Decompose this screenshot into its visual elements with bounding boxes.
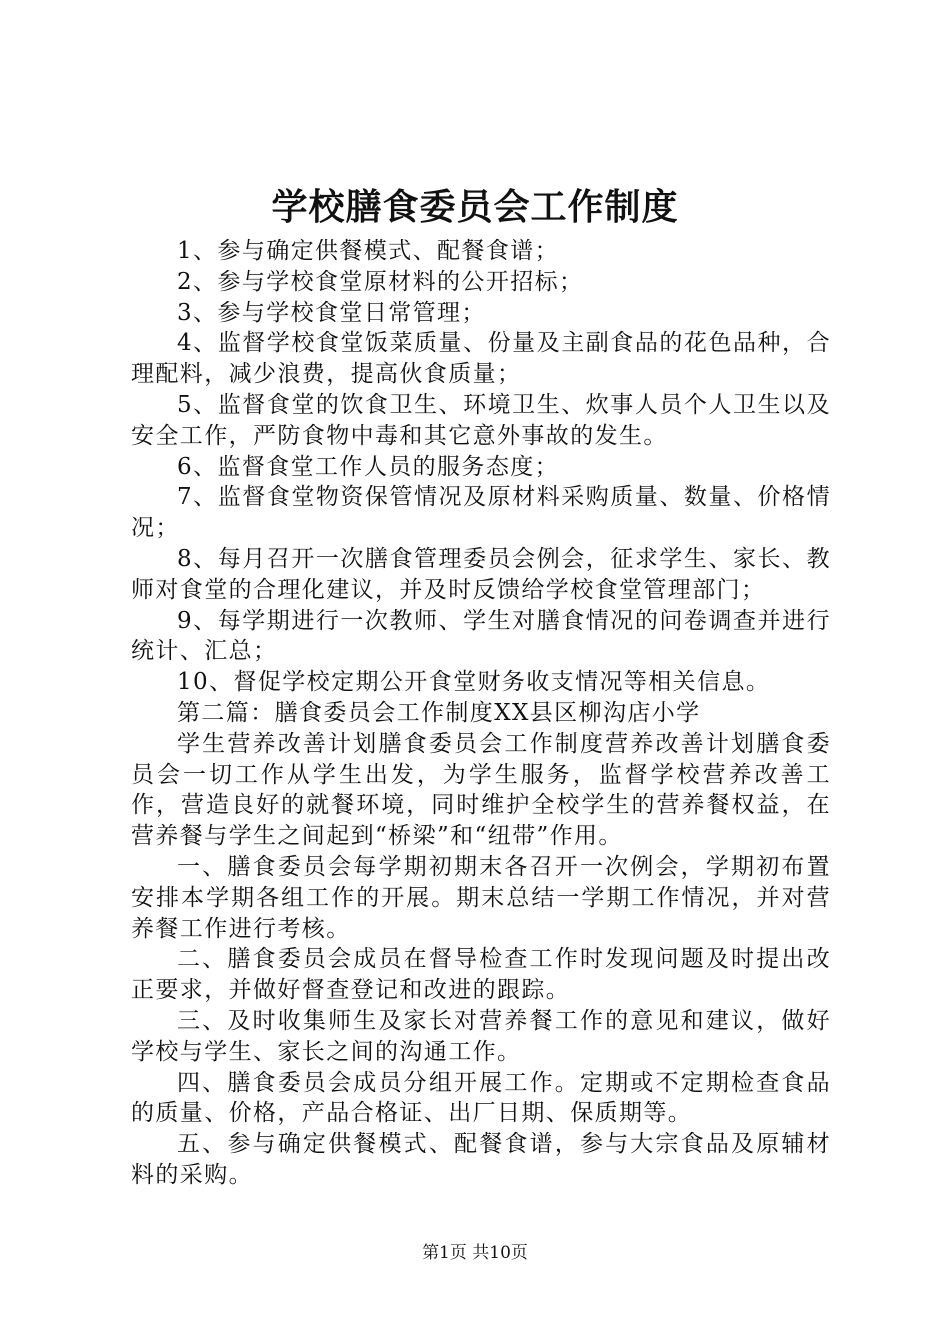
rule-paragraph-2: 二、膳食委员会成员在督导检查工作时发现问题及时提出改正要求，并做好督查登记和改进的跟踪。 (131, 946, 831, 1004)
intro-paragraph: 学生营养改善计划膳食委员会工作制度营养改善计划膳食委员会一切工作从学生出发，为学生服务，监督学校营养改善工作，营造良好的就餐环境，同时维护全校学生的营养餐权益，在营养餐与学生之间起到“桥梁”和“纽带”作用。 (131, 730, 831, 850)
page-footer: 第1页 共10页 (422, 1243, 528, 1263)
rule-paragraph-3: 三、及时收集师生及家长对营养餐工作的意见和建议，做好学校与学生、家长之间的沟通工作。 (131, 1007, 831, 1065)
document-title: 学校膳食委员会工作制度 (271, 187, 679, 228)
paragraph-item-6: 6、监督食堂工作人员的服务态度； (177, 453, 560, 480)
paragraph-item-1: 1、参与确定供餐模式、配餐食谱； (177, 238, 560, 264)
rule-paragraph-5: 五、参与确定供餐模式、配餐食谱，参与大宗食品及原辅材料的采购。 (131, 1131, 831, 1188)
rule-paragraph-4: 四、膳食委员会成员分组开展工作。定期或不定期检查食品的质量、价格，产品合格证、出厂日期、保质期等。 (131, 1069, 831, 1127)
paragraph-item-5: 5、监督食堂的饮食卫生、环境卫生、炊事人员个人卫生以及安全工作，严防食物中毒和其它意外事故的发生。 (131, 391, 831, 449)
paragraph-item-10: 10、督促学校定期公开食堂财务收支情况等相关信息。 (177, 669, 771, 696)
paragraph-item-9: 9、每学期进行一次教师、学生对膳食情况的问卷调查并进行统计、汇总； (131, 607, 831, 665)
paragraph-item-7: 7、监督食堂物资保管情况及原材料采购质量、数量、价格情况； (131, 484, 831, 542)
paragraph-item-2: 2、参与学校食堂原材料的公开招标； (177, 268, 584, 295)
rule-paragraph-1: 一、膳食委员会每学期初期末各召开一次例会，学期初布置安排本学期各组工作的开展。期末总结一学期工作情况，并对营养餐工作进行考核。 (131, 853, 831, 942)
paragraph-item-3: 3、参与学校食堂日常管理； (177, 299, 486, 326)
paragraph-item-8: 8、每月召开一次膳食管理委员会例会，征求学生、家长、教师对食堂的合理化建议，并及时反馈给学校食堂管理部门； (131, 545, 831, 603)
paragraph-item-4: 4、监督学校食堂饭菜质量、份量及主副食品的花色品种，合理配料，减少浪费，提高伙食质量； (131, 330, 831, 388)
document-body (131, 236, 831, 1191)
section-heading: 第二篇：膳食委员会工作制度XX县区柳沟店小学 (177, 699, 701, 726)
